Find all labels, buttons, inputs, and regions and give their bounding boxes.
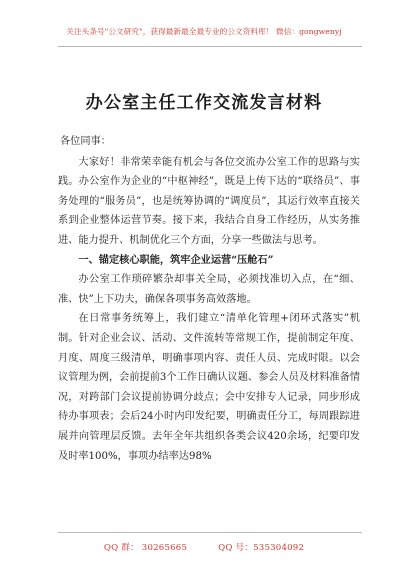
header-divider [58, 46, 362, 47]
footer-contact [0, 541, 408, 553]
paragraph-daily-affairs: 在日常事务统筹上，我们建立“清单化管理+闭环式落实”机制。针对企业会议、活动、文件流转等常规工作，提前制定年度、月度、周度三级清单，明确事项内容、责任人员、完成时限。以会议管理为例，会前提前3个工作日确认议题、参会人员及材料准备情况，对跨部门会议提前协调分歧点；会中安排专人记录，同步形成待办事项表；会后24小时内印发纪要，明确责任分工，每周跟踪进展并向管理层反馈。去年全年共组织各类会议420余场，纪要印发及时率100%，事项办结率达98% [58, 313, 360, 462]
document-body [58, 132, 360, 466]
document-title: 办公室主任工作交流发言材料 [85, 93, 323, 113]
greeting: 各位同事： [60, 136, 111, 147]
paragraph-intro: 大家好！非常荣幸能有机会与各位交流办公室工作的思路与实践。办公室作为企业的“中枢神经”，既是上传下达的“联络员”、事务处理的“服务员”，也是统筹协调的“调度员”，其运行效率直接关系到企业整体运营节奏。接下来，我结合自身工作经历，从实务推进、能力提升、机制优化三个方面，分享一些做法与思考。 [58, 156, 360, 246]
footer-qq-number: QQ 号：535304092 [218, 543, 305, 553]
footer-divider [58, 532, 362, 533]
paragraph-section-intro: 办公室工作琐碎繁杂却事关全局，必须找准切入点，在“细、准、快”上下功夫，确保各项事务高效落地。 [58, 274, 360, 305]
top-banner: 关注头条号"公文研究"，获得最新最全最专业的公文资料库！ 微信：gongwenyj [66, 27, 342, 36]
footer-qq-group: QQ 群： 30265665 [103, 543, 188, 553]
section-heading-1: 一、锚定核心职能，筑牢企业运营“压舱石” [78, 253, 274, 266]
